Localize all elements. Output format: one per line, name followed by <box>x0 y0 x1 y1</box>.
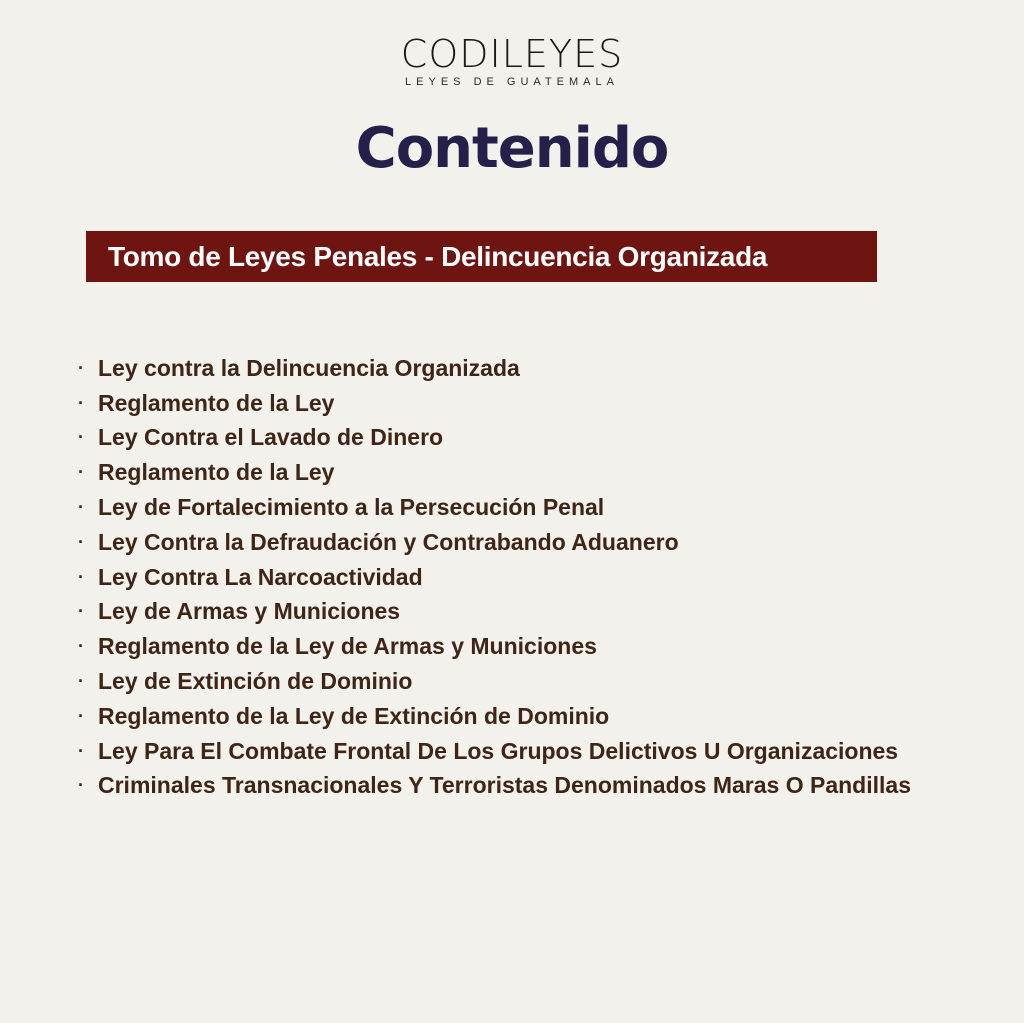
list-item-text: Ley Contra el Lavado de Dinero <box>98 424 444 451</box>
list-item-text: Reglamento de la Ley <box>98 459 335 486</box>
list-item <box>78 664 911 699</box>
list-item <box>78 734 911 769</box>
brand-logo <box>0 34 1024 88</box>
list-item-text: Ley de Armas y Municiones <box>98 598 401 625</box>
list-item-text: Ley de Extinción de Dominio <box>98 668 413 695</box>
list-item-text: Ley de Fortalecimiento a la Persecución Penal <box>98 494 605 521</box>
list-item <box>78 595 911 630</box>
list-item <box>78 351 911 386</box>
bullet-icon: · <box>78 671 84 692</box>
list-item-text: Reglamento de la Ley de Extinción de Dominio <box>98 702 610 729</box>
list-item-text: Reglamento de la Ley <box>98 389 335 416</box>
list-item <box>78 629 911 664</box>
list-item-text: Ley Contra la Defraudación y Contrabando Aduanero <box>98 528 679 555</box>
list-item-text: Criminales Transnacionales Y Terroristas Denominados Maras O Pandillas <box>98 772 911 799</box>
bullet-icon: · <box>78 636 84 657</box>
bullet-icon: · <box>78 740 84 761</box>
banner-text: Tomo de Leyes Penales - Delincuencia Organizada <box>108 240 768 272</box>
list-item <box>78 560 911 595</box>
list-item-text: Reglamento de la Ley de Armas y Municiones <box>98 633 597 660</box>
list-item <box>78 490 911 525</box>
bullet-icon: · <box>78 531 84 552</box>
bullet-icon: · <box>78 462 84 483</box>
list-item-text: Ley Para El Combate Frontal De Los Grupos Delictivos U Organizaciones <box>98 737 899 764</box>
section-banner <box>86 231 877 282</box>
bullet-icon: · <box>78 357 84 378</box>
bullet-icon: · <box>78 566 84 587</box>
list-item-text: Ley Contra La Narcoactividad <box>98 563 423 590</box>
list-item <box>78 455 911 490</box>
list-item <box>78 699 911 734</box>
list-item <box>78 769 911 804</box>
bullet-icon: · <box>78 705 84 726</box>
bullet-icon: · <box>78 427 84 448</box>
logo-wordmark: CODILEYES <box>400 32 624 76</box>
bullet-icon: · <box>78 775 84 796</box>
contents-list <box>78 351 911 803</box>
bullet-icon: · <box>78 601 84 622</box>
list-item <box>78 525 911 560</box>
page-title: Contenido <box>355 116 669 181</box>
list-item <box>78 386 911 421</box>
bullet-icon: · <box>78 392 84 413</box>
list-item <box>78 421 911 456</box>
logo-tagline: LEYES DE GUATEMALA <box>405 76 619 88</box>
bullet-icon: · <box>78 497 84 518</box>
list-item-text: Ley contra la Delincuencia Organizada <box>98 354 520 381</box>
